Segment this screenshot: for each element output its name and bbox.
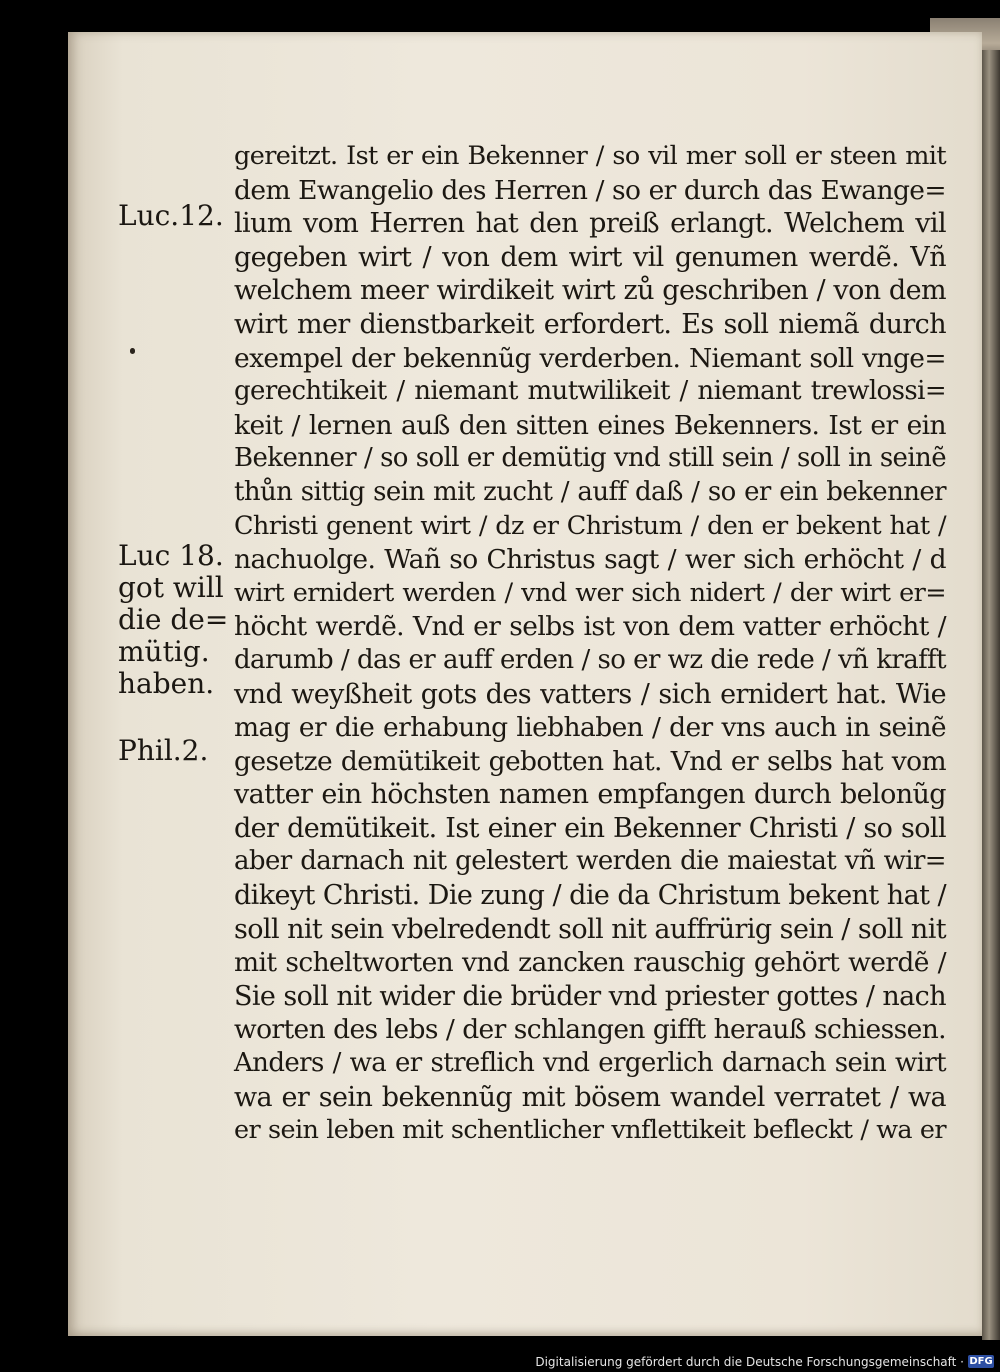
margin-note-luke-12 xyxy=(118,200,224,232)
funding-credit: Digitalisierung gefördert durch die Deutsche Forschungsgemeinschaft · xyxy=(535,1355,964,1369)
text-line: vnd weyßheit gots des vatters / sich ernidert hat. Wie xyxy=(234,678,946,710)
text-line: lium vom Herren hat den preiß erlangt. Welchem vil xyxy=(234,208,946,240)
text-line: aber darnach nit gelestert werden die maiestat vñ wir= xyxy=(234,846,946,877)
text-line: worten des lebs / der schlangen gifft herauß schiessen. xyxy=(234,1014,946,1046)
body-text xyxy=(234,140,946,1148)
text-line: gesetze demütikeit gebotten hat. Vnd er selbs hat vom xyxy=(234,745,946,777)
text-line: Sie soll nit wider die brüder vnd priester gottes / nach xyxy=(234,980,946,1012)
margin-note-phil-2 xyxy=(118,735,208,767)
margin-note-line: haben. xyxy=(118,667,215,700)
dfg-logo: DFG xyxy=(969,1356,993,1367)
margin-note-line: mütig. xyxy=(118,635,210,668)
margin-note-line: Luc.12. xyxy=(118,199,224,232)
text-line: Christi genent wirt / dz er Christum / den er bekent hat / xyxy=(234,510,946,541)
text-line: thůn sittig sein mit zucht / auff daß / so er ein bekenner xyxy=(234,476,946,507)
text-line: Bekenner / so soll er demütig vnd still sein / soll in seinẽ xyxy=(234,443,946,474)
text-line: dikeyt Christi. Die zung / die da Christum bekent hat / xyxy=(234,880,946,912)
text-line: wa er sein bekennũg mit bösem wandel verratet / wa xyxy=(234,1081,946,1113)
margin-note-luke-18 xyxy=(118,540,228,700)
text-line: gegeben wirt / von dem wirt vil genumen werdẽ. Vñ xyxy=(234,241,946,273)
text-line: dem Ewangelio des Herren / so er durch das Ewange= xyxy=(234,174,946,206)
text-line: darumb / das er auff erden / so er wz die rede / vñ krafft xyxy=(234,644,946,675)
margin-note-line: die de= xyxy=(118,603,229,636)
margin-note-line: Phil.2. xyxy=(118,734,209,767)
text-line: vatter ein höchsten namen empfangen durch belonũg xyxy=(234,779,946,811)
text-line: der demütikeit. Ist einer ein Bekenner Christi / so soll xyxy=(234,812,946,844)
text-line: wirt ernidert werden / vnd wer sich nidert / der wirt er= xyxy=(234,577,946,608)
text-line: welchem meer wirdikeit wirt zů geschriben / von dem xyxy=(234,275,946,307)
margin-note-line: got will xyxy=(118,571,224,604)
text-line: Anders / wa er streflich vnd ergerlich darnach sein wirt xyxy=(234,1048,946,1079)
text-line: mag er die erhabung liebhaben / der vns auch in seinẽ xyxy=(234,712,946,744)
margin-note-line: Luc 18. xyxy=(118,539,224,572)
margin-ink-dot xyxy=(130,348,135,354)
text-line: exempel der bekennũg verderben. Niemant soll vnge= xyxy=(234,342,946,374)
text-line: er sein leben mit schentlicher vnflettikeit befleckt / wa er xyxy=(234,1115,946,1146)
text-line: gerechtikeit / niemant mutwilikeit / niemant trewlossi= xyxy=(234,376,946,407)
text-line: keit / lernen auß den sitten eines Bekenners. Ist er ein xyxy=(234,409,946,441)
text-line: soll nit sein vbelredendt soll nit auffrürig sein / soll nit xyxy=(234,913,946,945)
page-stack-edge-right xyxy=(982,50,1000,1340)
text-line: höcht werdẽ. Vnd er selbs ist von dem vatter erhöcht / xyxy=(234,611,946,643)
text-line: gereitzt. Ist er ein Bekenner / so vil mer soll er steen mit xyxy=(234,141,946,171)
text-line: mit scheltworten vnd zancken rauschig gehört werdẽ / xyxy=(234,947,946,979)
text-line: nachuolge. Wañ so Christus sagt / wer sich erhöcht / d xyxy=(234,544,946,576)
text-line: wirt mer dienstbarkeit erfordert. Es soll niemã durch xyxy=(234,308,946,340)
